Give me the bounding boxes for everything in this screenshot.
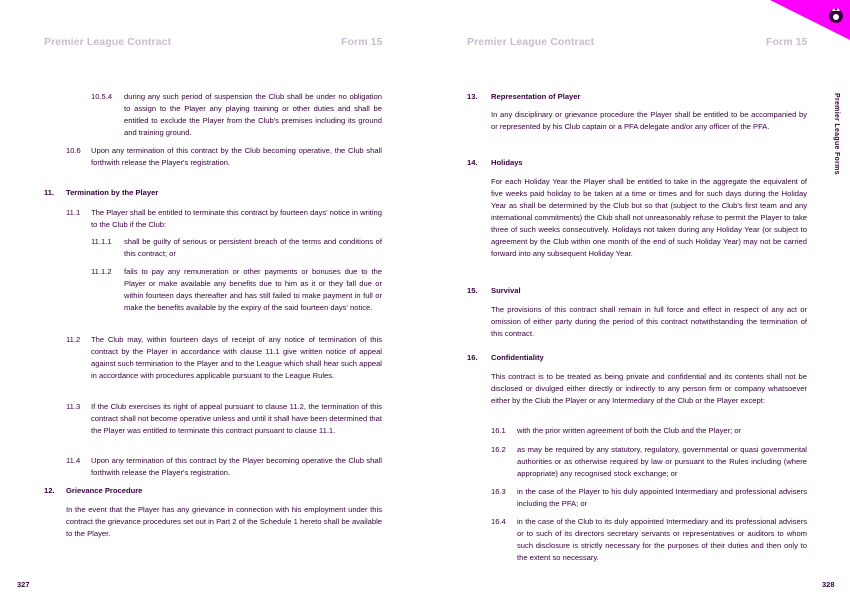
clause-16-1: with the prior written agreement of both the Club and the Player; or bbox=[517, 426, 742, 435]
brand-corner bbox=[760, 0, 850, 40]
clause-16-3: in the case of the Player to his duly appointed Intermediary and professional advisers including the PFA; or bbox=[517, 487, 807, 508]
section-15-text: The provisions of this contract shall remain in full force and effect in respect of any act or omission of either party during the period of this contract notwithstanding the termination of this contract. bbox=[491, 305, 807, 338]
right-header-title: Premier League Contract bbox=[467, 36, 595, 48]
section-number: 15. bbox=[467, 286, 478, 295]
clause-11-1-2: fails to pay any remuneration or other payments or bonuses due to the Player or make available any benefits due to him as it or they fall due or within fourteen days thereafter and has still failed to make payment in full or make the benefits available by the expiry of the said fourteen days' notice. bbox=[124, 267, 382, 312]
clause-number: 10.5.4 bbox=[91, 92, 113, 101]
clause-number: 16.4 bbox=[491, 517, 506, 526]
clause-number: 11.1.2 bbox=[91, 267, 112, 276]
clause-number: 11.1.1 bbox=[91, 237, 112, 246]
section-16-title: Confidentiality bbox=[491, 353, 544, 362]
section-12-text: In the event that the Player has any grievance in connection with his employment under this contract the grievance procedures set out in Part 2 of the Schedule 1 hereto shall be available to the Player. bbox=[66, 505, 382, 538]
section-number: 14. bbox=[467, 158, 478, 167]
section-13-text: In any disciplinary or grievance procedure the Player shall be entitled to be accompanied by or represented by his Club captain or a PFA delegate and/or any officer of the PFA. bbox=[491, 110, 807, 131]
section-15-title: Survival bbox=[491, 286, 521, 295]
clause-number: 10.6 bbox=[66, 146, 81, 155]
clause-16-4: in the case of the Club to its duly appointed Intermediary and its professional advisers or to such of its directors secretary servants or representatives or auditors to whom such disclosure is strictly necessary for the purposes of their duties and then only to the extent so necessary. bbox=[517, 517, 807, 562]
clause-10-6: Upon any termination of this contract by the Club becoming operative, the Club shall forthwith release the Player's registration. bbox=[91, 146, 382, 167]
clause-11-1-1: shall be guilty of serious or persistent breach of the terms and conditions of this contract; or bbox=[124, 237, 382, 258]
side-section-label: Premier League Forms bbox=[833, 93, 840, 175]
right-header-form: Form 15 bbox=[766, 36, 808, 48]
section-number: 11. bbox=[44, 188, 55, 197]
section-16-text: This contract is to be treated as being private and confidential and its contents shall not be disclosed or divulged either directly or indirectly to any person firm or company whatsoever either by the Club the Player or any Intermediary of the Club or the Player except: bbox=[491, 372, 807, 405]
section-13-title: Representation of Player bbox=[491, 92, 581, 101]
right-page-number: 328 bbox=[822, 580, 835, 589]
clause-11-4: Upon any termination of this contract by the Player becoming operative the Club shall forthwith release the Player's registration. bbox=[91, 456, 382, 477]
clause-number: 11.1 bbox=[66, 208, 81, 217]
clause-number: 11.2 bbox=[66, 335, 81, 344]
clause-number: 16.1 bbox=[491, 426, 506, 435]
section-12-title: Grievance Procedure bbox=[66, 486, 143, 495]
left-header-title: Premier League Contract bbox=[44, 36, 172, 48]
clause-number: 16.2 bbox=[491, 445, 506, 454]
clause-16-2: as may be required by any statutory, regulatory, governmental or quasi governmental authorities or as otherwise required by law or pursuant to the Rules including (where appropriate) any recognised stock exchange; or bbox=[517, 445, 807, 478]
left-header-form: Form 15 bbox=[341, 36, 383, 48]
clause-number: 16.3 bbox=[491, 487, 506, 496]
section-number: 13. bbox=[467, 92, 478, 101]
left-page-number: 327 bbox=[17, 580, 30, 589]
section-number: 12. bbox=[44, 486, 55, 495]
clause-number: 11.4 bbox=[66, 456, 81, 465]
clause-11-1: The Player shall be entitled to terminate this contract by fourteen days' notice in writing to the Club if the Club: bbox=[91, 208, 383, 229]
section-14-title: Holidays bbox=[491, 158, 523, 167]
clause-number: 11.3 bbox=[66, 402, 81, 411]
section-number: 16. bbox=[467, 353, 478, 362]
section-11-title: Termination by the Player bbox=[66, 188, 159, 197]
section-14-text: For each Holiday Year the Player shall be entitled to take in the aggregate the equivalent of five weeks paid holiday to be taken at a time or times and for such days during the Holiday Year as shall be determined by the Club but so that (subject to the Club's first team and any international commitments) the Club shall not unreasonably refuse to permit the Player to take three of such weeks consecutively. Holidays not taken during any Holiday Year (or subject to agreement by the Club within one month of the end of such Holiday Year) may not be carried forward into any subsequent Holiday Year. bbox=[491, 177, 807, 258]
clause-11-2: The Club may, within fourteen days of receipt of any notice of termination of this contract by the Player in accordance with clause 11.1 give written notice of appeal against such termination to the Player and to the League which shall hear such appeal in accordance with procedures applicable pursuant to the League Rules. bbox=[91, 335, 382, 380]
clause-10-5-4: during any such period of suspension the Club shall be under no obligation to assign to the Player any playing training or other duties and shall be entitled to exclude the Player from the Club's premises including its ground and training ground. bbox=[124, 92, 382, 137]
clause-11-3: If the Club exercises its right of appeal pursuant to clause 11.2, the termination of this contract shall not become operative unless and until it shall have been determined that the Player was entitled to terminate this contract pursuant to clause 11.1. bbox=[91, 402, 382, 435]
